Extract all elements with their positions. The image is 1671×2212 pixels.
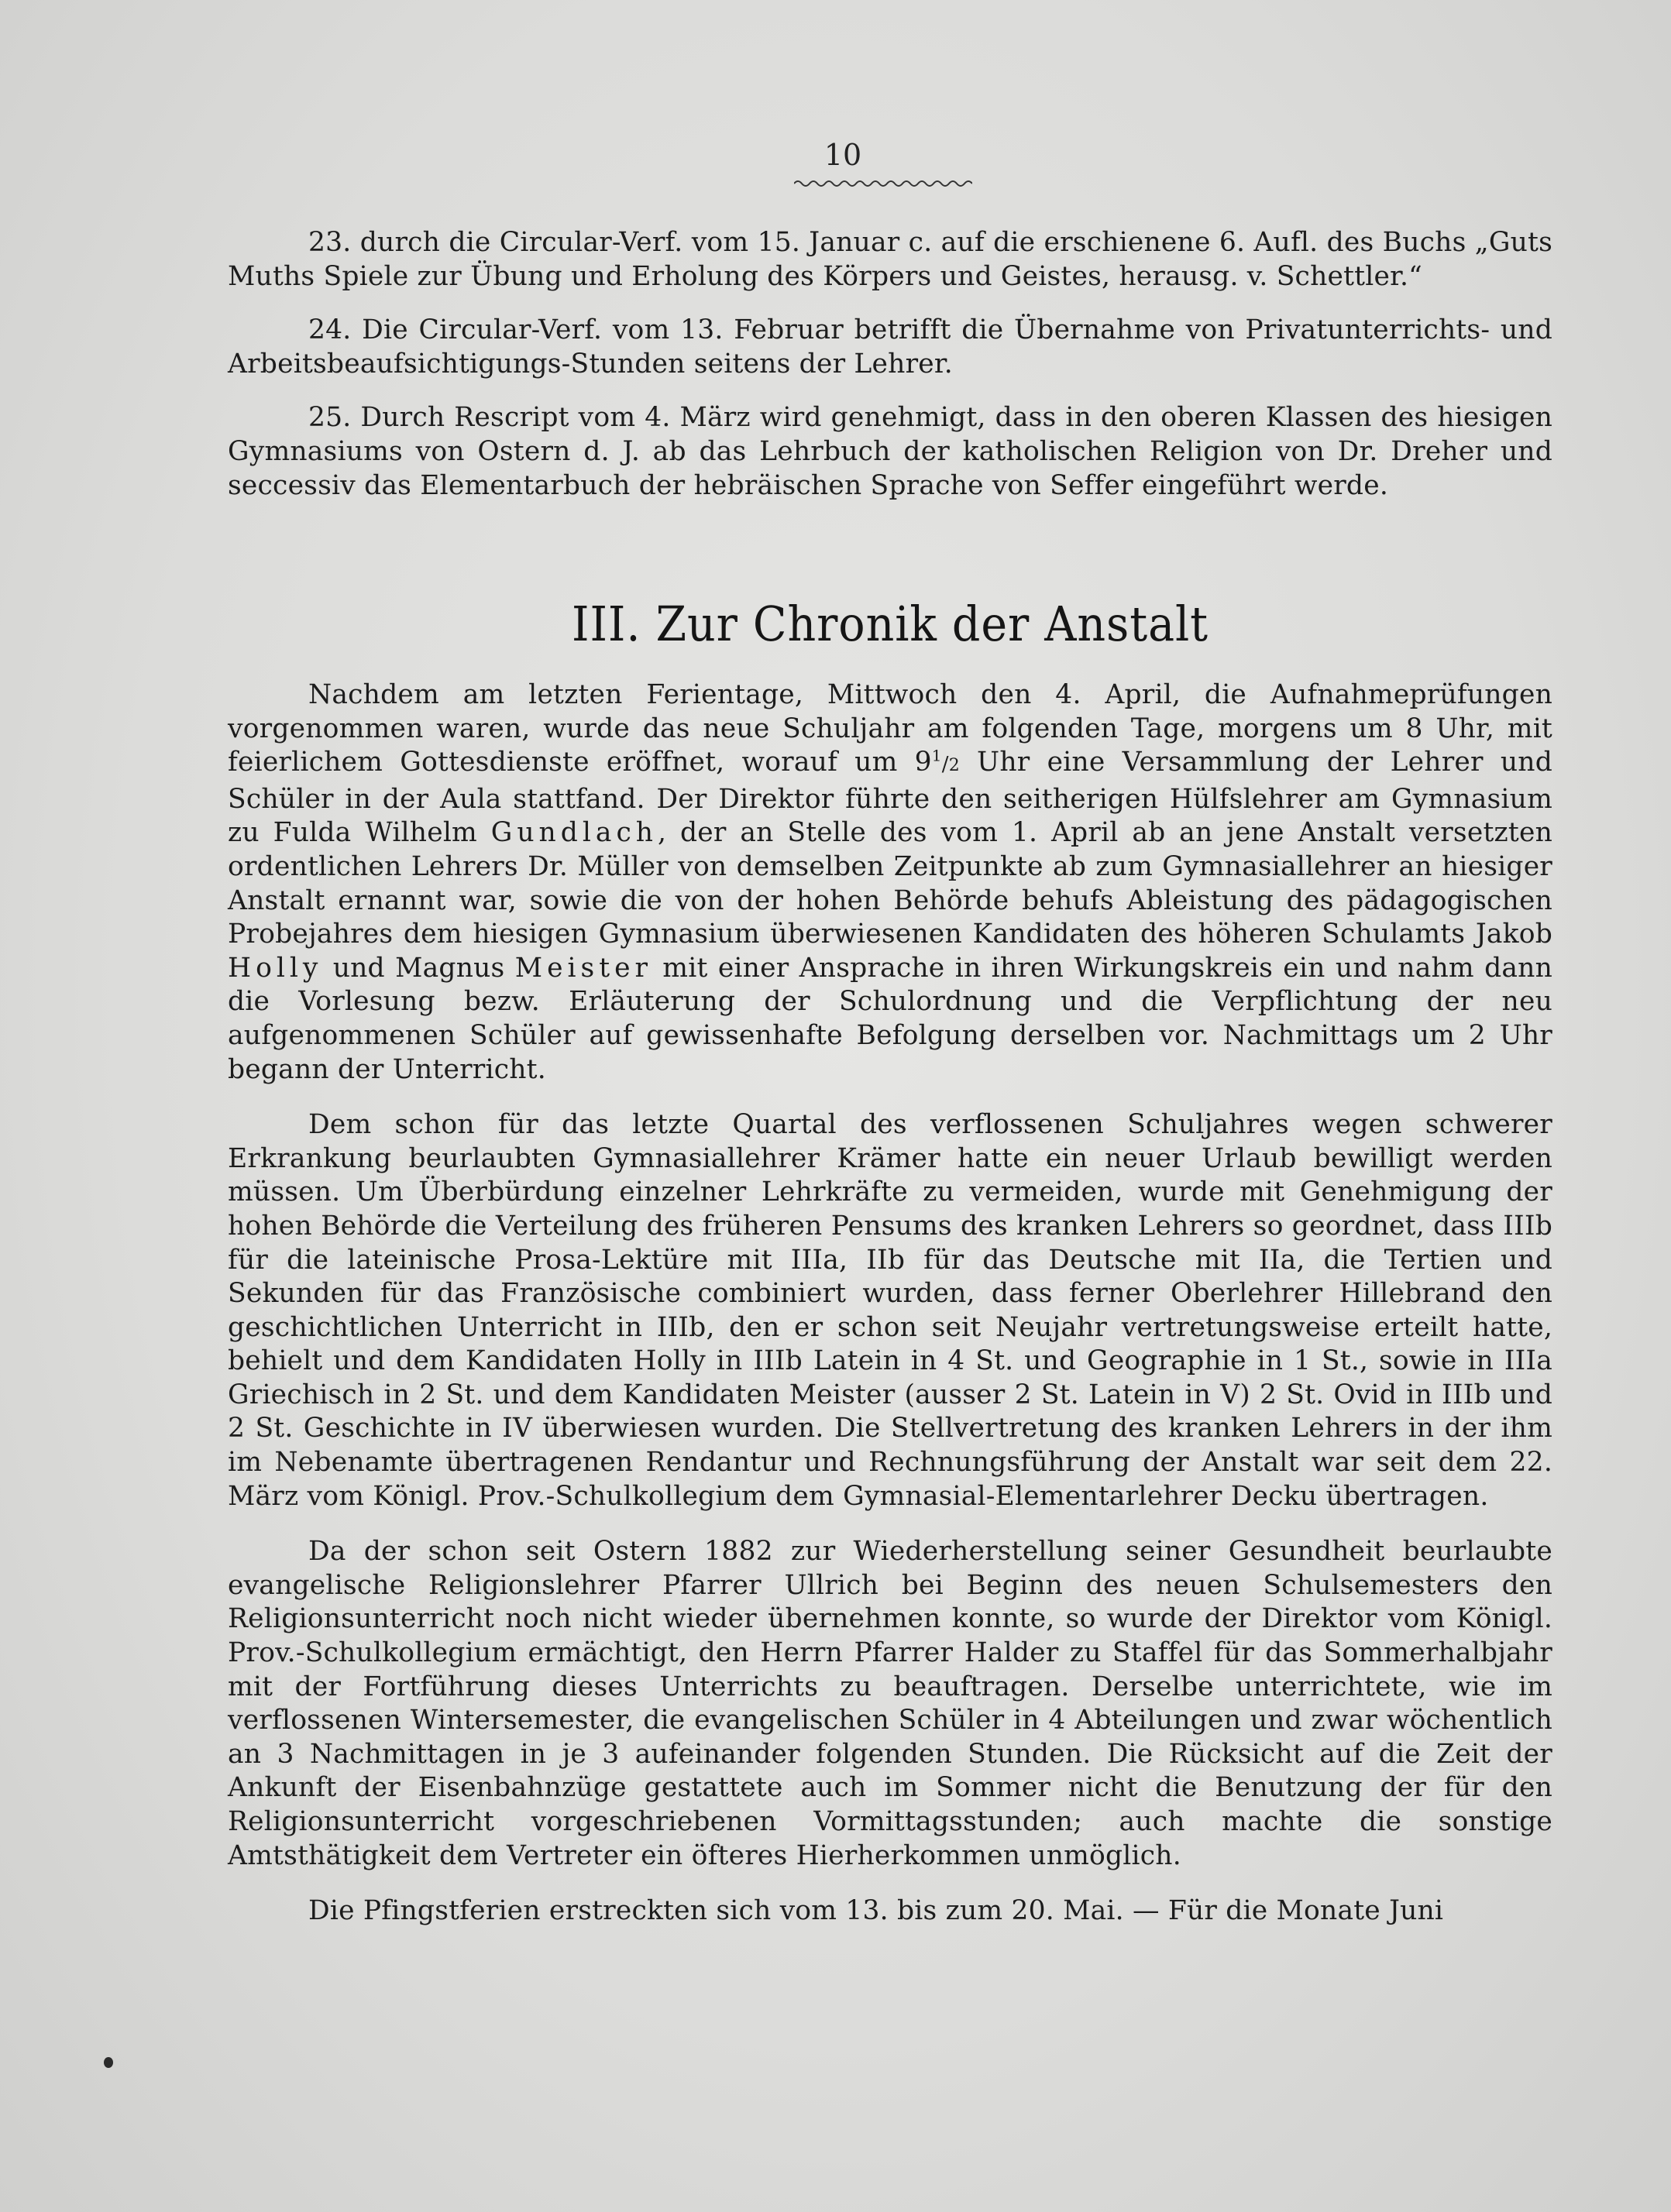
text-run: mit einer Ansprache in ihren Wirkungskreis ein und nahm dann die Vorlesung bezw. Erläuterung der Schulordnung und die Verpflichtung der neu aufgenommenen Schüler auf gewissenhafte Befolgung derselben vor. Nachmittags um 2 Uhr begann der Unterricht. <box>228 952 1552 1085</box>
text-run: und Magnus <box>322 952 515 984</box>
text-run: , der an Stelle des vom 1. April ab an jene Anstalt versetzten ordentlichen Lehrers Dr. Müller von demselben Zeitpunkte ab zum Gymnasiallehrer an hiesiger Anstalt ernannt war, sowie die von der hohen Behörde behufs Ableistung des pädagogischen Probejahres dem hiesigen Gymnasium überwiesenen Kandidaten des höheren Schulamts Jakob <box>228 817 1552 950</box>
item-number: 24. <box>308 314 352 346</box>
list-item-23 <box>228 226 1552 294</box>
item-text: Die Circular-Verf. vom 13. Februar betrifft die Übernahme von Privatunterrichts- und Arbeitsbeaufsichtigungs-Stunden seitens der Lehrer. <box>228 314 1552 380</box>
chronicle-body <box>228 678 1552 1929</box>
fraction-slash: / <box>941 753 949 777</box>
text-run: Nachdem am letzten Ferientage, Mittwoch den 4. April, die Aufnahmeprüfungen vorgenommen waren, wurde das neue Schuljahr am folgenden Tage, morgens um 8 Uhr, mit feierlichem Gottesdienste eröffnet, worauf um 9 <box>228 679 1552 778</box>
list-item-25 <box>228 401 1552 503</box>
paragraph-religion: Da der schon seit Ostern 1882 zur Wiederherstellung seiner Gesundheit beurlaubte evangelische Religionslehrer Pfarrer Ullrich bei Beginn des neuen Schulsemesters den Religionsunterricht noch nicht wieder übernehmen konnte, so wurde der Direktor vom Königl. Prov.-Schulkollegium ermächtigt, den Herrn Pfarrer Halder zu Staffel für das Sommerhalbjahr mit der Fortführung dieses Unterrichts zu beauftragen. Derselbe unterrichtete, wie im verflossenen Wintersemester, die evangelischen Schüler in 4 Abteilungen und zwar wöchentlich an 3 Nachmittagen in je 3 aufeinander folgenden Stunden. Die Rücksicht auf die Zeit der Ankunft der Eisenbahnzüge gestattete auch im Sommer nicht die Benutzung der für den Religionsunterricht vorgeschriebenen Vormittagsstunden; auch machte die sonstige Amtsthätigkeit dem Vertreter ein öfteres Hierherkommen unmöglich. <box>228 1536 1552 1871</box>
person-name: Holly <box>228 952 323 984</box>
paragraph-holidays: Die Pfingstferien erstreckten sich vom 13. bis zum 20. Mai. — Für die Monate Juni <box>308 1895 1444 1927</box>
ordinance-list <box>228 226 1552 503</box>
list-item-24 <box>228 314 1552 381</box>
section-heading: III. Zur Chronik der Anstalt <box>571 596 1209 652</box>
person-name: Meister <box>514 952 653 984</box>
page-number: 10 <box>823 138 862 172</box>
fraction-denominator: 2 <box>948 756 960 776</box>
text-run: Uhr eine Versammlung der Lehrer und Schüler in der Aula stattfand. Der Direktor führte den seitherigen Hülfslehrer am Gymnasium zu Fulda Wilhelm <box>228 747 1552 849</box>
person-name: Gundlach <box>490 817 658 849</box>
item-text: durch die Circular-Verf. vom 15. Januar c. auf die erschienene 6. Aufl. des Buchs „Guts Muths Spiele zur Übung und Erholung des Körpers und Geistes, herausg. v. Schettler.“ <box>228 227 1552 292</box>
paragraph-opening <box>228 678 1552 1087</box>
item-number: 25. <box>308 402 352 434</box>
item-number: 23. <box>308 227 352 258</box>
fraction-numerator: 1 <box>931 746 942 765</box>
paragraph-substitution: Dem schon für das letzte Quartal des verflossenen Schuljahres wegen schwerer Erkrankung beurlaubten Gymnasiallehrer Krämer hatte ein neuer Urlaub bewilligt werden müssen. Um Überbürdung einzelner Lehrkräfte zu vermeiden, wurde mit Genehmigung der hohen Behörde die Verteilung des früheren Pensums des kranken Lehrers so geordnet, dass IIIb für die lateinische Prosa-Lektüre mit IIIa, IIb für das Deutsche mit IIa, die Tertien und Sekunden für das Französische combiniert wurden, dass ferner Oberlehrer Hillebrand den geschichtlichen Unterricht in IIIb, den er schon seit Neujahr vertretungsweise erteilt hatte, behielt und dem Kandidaten Holly in IIIb Latein in 4 St. und Geographie in 1 St., sowie in IIIa Griechisch in 2 St. und dem Kandidaten Meister (ausser 2 St. Latein in V) 2 St. Ovid in IIIb und 2 St. Geschichte in IV überwiesen wurden. Die Stellvertretung des kranken Lehrers in der ihm im Nebenamte übertragenen Rendantur und Rechnungsführung der Anstalt war seit dem 22. März vom Königl. Prov.-Schulkollegium dem Gymnasial-Elementarlehrer Decku übertragen. <box>228 1109 1552 1512</box>
item-text: Durch Rescript vom 4. März wird genehmigt, dass in den oberen Klassen des hiesigen Gymnasiums von Ostern d. J. ab das Lehrbuch der katholischen Religion von Dr. Dreher und seccessiv das Elementarbuch der hebräischen Sprache von Seffer eingeführt werde. <box>228 402 1552 501</box>
page-number-ornament <box>794 178 972 189</box>
ink-speck <box>104 2057 113 2068</box>
